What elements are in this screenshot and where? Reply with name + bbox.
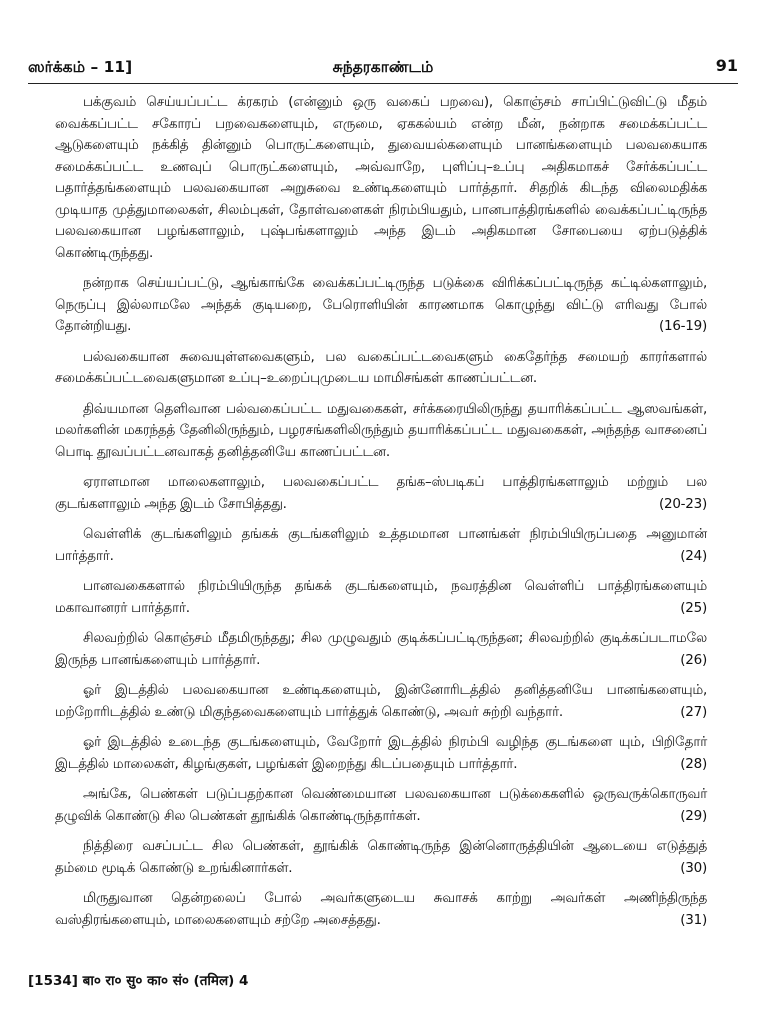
header-divider (28, 83, 738, 84)
paragraph-text: அங்கே, பெண்கள் படுப்பதற்கான வெண்மையான பலவகையான படுக்கைகளில் ஒருவருக்கொருவர் தழுவிக் கொண்டு சில பெண்கள் தூங்கிக் கொண்டிருந்தார்கள். (55, 786, 707, 824)
footer-signature: [1534] बा० रा० सु० का० सं० (तमिल) 4 (28, 973, 249, 989)
verse-number: (30) (680, 859, 707, 876)
paragraph (55, 576, 707, 619)
page-number: 91 (715, 56, 738, 75)
verse-number: (29) (680, 807, 707, 824)
verse-number: (28) (680, 755, 707, 772)
paragraph (55, 732, 707, 775)
verse-number: (31) (680, 911, 707, 928)
paragraph-text: ஓர் இடத்தில் உடைந்த குடங்களையும், வேறோர் இடத்தில் நிரம்பி வழிந்த குடங்களை யும், பிறிதோர் இடத்தில் மாலைகள், கிழங்குகள், பழங்கள் இறைந்து கிடப்பதையும் பார்த்தார். (55, 734, 707, 772)
verse-number: (27) (680, 703, 707, 720)
paragraph (55, 399, 707, 464)
paragraph-text: பல்வகையான சுவையுள்ளவைகளும், பல வகைப்பட்டவைகளும் கைதேர்ந்த சமையற் காரர்களால் சமைக்கப்பட்டவைகளுமான உப்பு–உறைப்புமுடைய மாமிசங்கள் காணப்பட்டன. (55, 348, 707, 386)
paragraph-text: வெள்ளிக் குடங்களிலும் தங்கக் குடங்களிலும் உத்தமமான பானங்கள் நிரம்பியிருப்பதை அனுமான் பார்த்தார். (55, 526, 707, 564)
paragraph (55, 92, 707, 264)
verse-number: (25) (680, 599, 707, 616)
paragraph (55, 347, 707, 390)
paragraph (55, 628, 707, 671)
verse-number: (26) (680, 651, 707, 668)
paragraph (55, 472, 707, 515)
paragraph-text: நன்றாக செய்யப்பட்டு, ஆங்காங்கே வைக்கப்பட்டிருந்த படுக்கை விரிக்கப்பட்டிருந்த கட்டில்களாலும், நெருப்பு இல்லாமலே அந்தக் குடியறை, பேரொளியின் காரணமாக கொழுந்து விட்டு எரிவது போல் தோன்றியது. (55, 275, 707, 334)
paragraph-text: நித்திரை வசப்பட்ட சில பெண்கள், தூங்கிக் கொண்டிருந்த இன்னொருத்தியின் ஆடையை எடுத்துத் தம்மை மூடிக் கொண்டு உறங்கினார்கள். (55, 838, 707, 876)
body-text (55, 92, 707, 940)
book-title: சுந்தரகாண்டம் (332, 58, 434, 76)
chapter-label: ஸர்க்கம் – 11] (28, 58, 133, 76)
paragraph-text: பானவகைகளால் நிரம்பியிருந்த தங்கக் குடங்களையும், நவரத்தின வெள்ளிப் பாத்திரங்களையும் மகாவானரர் பார்த்தார். (55, 578, 707, 616)
paragraph-text: பக்குவம் செய்யப்பட்ட க்ரகரம் (என்னும் ஒரு வகைப் பறவை), கொஞ்சம் சாப்பிட்டுவிட்டு மீதம் வைக்கப்பட்ட சகோரப் பறவைகளையும், எருமை, ஏககல்யம் என்ற மீன், நன்றாக சமைக்கப்பட்ட ஆடுகளையும் நக்கித் தின்னும் பொருட்களையும், துவையல்களையும் பானங்களையும் பலவகையாக சமைக்கப்பட்ட உணவுப் பொருட்களையும், அவ்வாறே, புளிப்பு–உப்பு அதிகமாகச் சேர்க்கப்பட்ட பதார்த்தங்களையும் பலவகையான அறுசுவை உண்டிகளையும் பார்த்தார். சிதறிக் கிடந்த விலைமதிக்க முடியாத முத்துமாலைகள், சிலம்புகள், தோள்வளைகள் நிரம்பியதும், பானபாத்திரங்களில் வைக்கப்பட்டிருந்த பலவகையான பழங்களாலும், புஷ்பங்களாலும் அந்த இடம் அதிகமான சோபையை ஏற்படுத்திக் கொண்டிருந்தது. (55, 94, 707, 261)
paragraph (55, 888, 707, 931)
running-header (28, 54, 738, 82)
paragraph (55, 680, 707, 723)
paragraph-text: திவ்யமான தெளிவான பல்வகைப்பட்ட மதுவகைகள், சர்க்கரையிலிருந்து தயாரிக்கப்பட்ட ஆஸவங்கள், மலர்களின் மகரந்தத் தேனிலிருந்தும், பழரசங்களிலிருந்தும் தயாரிக்கப்பட்ட மதுவகைகள், அந்தந்த வாசனைப் பொடி தூவப்பட்டனவாகத் தனித்தனியே காணப்பட்டன. (55, 400, 707, 460)
verse-number: (16-19) (658, 318, 707, 334)
verse-number: (24) (680, 547, 707, 564)
paragraph-text: ஏராளமான மாலைகளாலும், பலவகைப்பட்ட தங்க–ஸ்படிகப் பாத்திரங்களாலும் மற்றும் பல குடங்களாலும் அந்த இடம் சோபித்தது. (55, 474, 707, 512)
paragraph (55, 273, 707, 338)
paragraph (55, 836, 707, 879)
paragraph-text: மிருதுவான தென்றலைப் போல் அவர்களுடைய சுவாசக் காற்று அவர்கள் அணிந்திருந்த வஸ்திரங்களையும், மாலைகளையும் சற்றே அசைத்தது. (55, 890, 707, 928)
paragraph (55, 784, 707, 827)
paragraph (55, 524, 707, 567)
paragraph-text: ஓர் இடத்தில் பலவகையான உண்டிகளையும், இன்னோரிடத்தில் தனித்தனியே பானங்களையும், மற்றோரிடத்தில் உண்டு மிகுந்தவைகளையும் பார்த்துக் கொண்டு, அவர் சுற்றி வந்தார். (55, 682, 707, 720)
paragraph-text: சிலவற்றில் கொஞ்சம் மீதமிருந்தது; சில முழுவதும் குடிக்கப்பட்டிருந்தன; சிலவற்றில் குடிக்கப்படாமலே இருந்த பானங்களையும் பார்த்தார். (55, 630, 707, 668)
verse-number: (20-23) (658, 495, 707, 512)
